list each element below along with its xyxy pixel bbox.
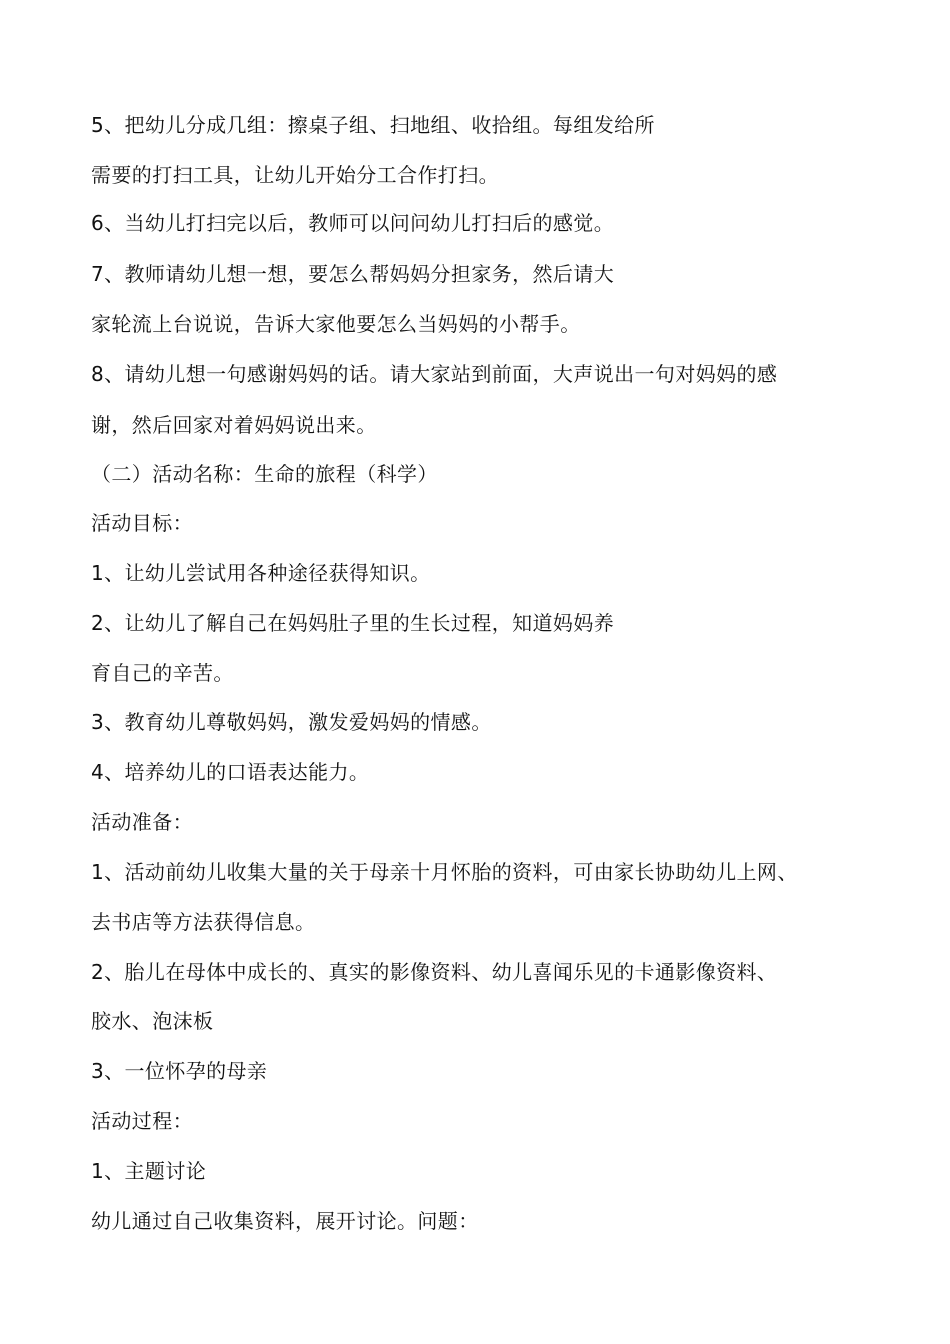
- text-line: 家轮流上台说说，告诉大家他要怎么当妈妈的小帮手。: [91, 312, 581, 336]
- text-line: 幼儿通过自己收集资料，展开讨论。问题：: [91, 1209, 479, 1233]
- text-line: 2、胎儿在母体中成长的、真实的影像资料、幼儿喜闻乐见的卡通影像资料、: [91, 960, 778, 984]
- text-line: 1、活动前幼儿收集大量的关于母亲十月怀胎的资料，可由家长协助幼儿上网、: [91, 860, 798, 884]
- text-line: 育自己的辛苦。: [91, 661, 234, 685]
- text-line: 去书店等方法获得信息。: [91, 910, 316, 934]
- text-line: 1、让幼儿尝试用各种途径获得知识。: [91, 561, 431, 585]
- text-line: 3、一位怀孕的母亲: [91, 1059, 268, 1083]
- text-line: 谢，然后回家对着妈妈说出来。: [91, 413, 377, 437]
- text-line: 2、让幼儿了解自己在妈妈肚子里的生长过程，知道妈妈养: [91, 611, 615, 635]
- text-line: 胶水、泡沫板: [91, 1009, 214, 1033]
- section-heading: （二）活动名称：生命的旅程（科学）: [91, 462, 438, 486]
- subsection-heading: 活动过程：: [91, 1109, 193, 1133]
- subsection-heading: 活动目标：: [91, 511, 193, 535]
- text-line: 1、主题讨论: [91, 1159, 207, 1183]
- text-line: 需要的打扫工具，让幼儿开始分工合作打扫。: [91, 163, 499, 187]
- text-line: 5、把幼儿分成几组：擦桌子组、扫地组、收拾组。每组发给所: [91, 113, 655, 137]
- text-line: 4、培养幼儿的口语表达能力。: [91, 760, 370, 784]
- subsection-heading: 活动准备：: [91, 810, 193, 834]
- text-line: 3、教育幼儿尊敬妈妈，激发爱妈妈的情感。: [91, 710, 492, 734]
- text-line: 8、请幼儿想一句感谢妈妈的话。请大家站到前面，大声说出一句对妈妈的感: [91, 362, 778, 386]
- text-line: 7、教师请幼儿想一想，要怎么帮妈妈分担家务，然后请大: [91, 262, 615, 286]
- text-line: 6、当幼儿打扫完以后，教师可以问问幼儿打扫后的感觉。: [91, 211, 615, 235]
